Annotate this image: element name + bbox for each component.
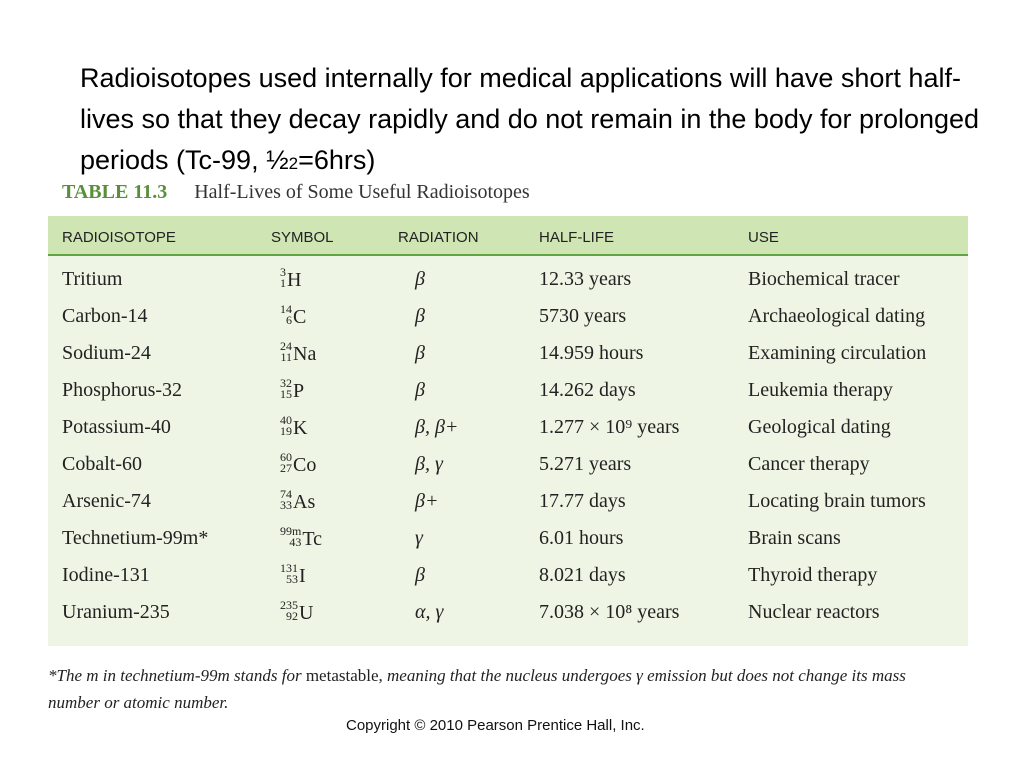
footnote-metastable: metastable, [305,666,383,685]
radiation-type: β [415,564,425,586]
table-number: TABLE 11.3 [62,181,168,203]
half-life-value: 12.33 years [539,268,632,290]
nuclide-numbers [280,489,292,511]
isotope-name: Iodine-131 [62,564,150,586]
nuclide-numbers [280,378,292,400]
half-life-value: 17.77 days [539,490,626,512]
mass-number: 235 [280,598,298,613]
mass-number: 99m [280,524,302,539]
atomic-number: 43 [289,535,302,550]
half-life-value: 6.01 hours [539,527,624,549]
atomic-number: 33 [280,498,292,513]
table-row [48,561,968,601]
isotope-use: Brain scans [748,527,841,549]
element-symbol: C [293,305,307,328]
footnote-part2: meaning that the nucleus undergoes γ emission but does not change its mass number or atomic number. [48,666,906,712]
table-row [48,376,968,416]
element-symbol: Tc [302,527,323,550]
isotope-name: Technetium-99m* [62,527,209,549]
isotope-use: Locating brain tumors [748,490,926,512]
intro-text: Radioisotopes used internally for medical applications will have short half-lives so that they decay rapidly and do not remain in the body for prolonged periods (Tc-99, ½ [80,63,980,175]
radiation-type: β, β+ [415,416,459,438]
atomic-number: 19 [280,424,292,439]
isotope-use: Archaeological dating [748,305,926,327]
mass-number: 3 [280,265,286,280]
isotope-use: Nuclear reactors [748,601,880,623]
table-row [48,413,968,453]
isotope-use: Biochemical tracer [748,268,900,290]
table-row [48,265,968,305]
half-life-value: 14.959 hours [539,342,644,364]
table-title: Half-Lives of Some Useful Radioisotopes [194,181,530,203]
mass-number: 32 [280,376,292,391]
half-life-value: 14.262 days [539,379,636,401]
element-symbol: P [293,379,305,402]
half-life-value: 1.277 × 10⁹ years [539,416,680,438]
element-symbol: Na [293,342,317,365]
atomic-number: 27 [280,461,292,476]
isotope-use: Geological dating [748,416,891,438]
isotope-symbol [280,598,314,625]
table-caption [62,181,530,204]
isotope-symbol [280,413,308,440]
table-row [48,339,968,379]
isotope-name: Uranium-235 [62,601,170,623]
isotope-name: Arsenic-74 [62,490,151,512]
table-row [48,487,968,527]
isotope-name: Tritium [62,268,123,290]
nuclide-numbers [280,304,292,326]
atomic-number: 53 [286,572,298,587]
radiation-type: β [415,379,425,401]
header-radiation: RADIATION [398,229,479,246]
isotope-use: Leukemia therapy [748,379,893,401]
mass-number: 40 [280,413,292,428]
copyright-notice: Copyright © 2010 Pearson Prentice Hall, Inc. [346,717,645,734]
isotope-symbol [280,561,306,588]
table-row [48,450,968,490]
element-symbol: As [293,490,316,513]
nuclide-numbers [280,600,298,622]
mass-number: 74 [280,487,292,502]
table-header-row [48,216,968,256]
isotope-name: Potassium-40 [62,416,171,438]
isotope-name: Cobalt-60 [62,453,142,475]
intro-end: =6hrs) [298,145,376,175]
isotope-use: Cancer therapy [748,453,870,475]
nuclide-numbers [280,267,286,289]
table-row [48,302,968,342]
nuclide-numbers [280,452,292,474]
nuclide-numbers [280,526,301,548]
atomic-number: 11 [280,350,292,365]
isotope-symbol [280,339,317,366]
radiation-type: α, γ [415,601,444,623]
element-symbol: U [299,601,314,624]
radiation-type: γ [415,527,423,549]
element-symbol: Co [293,453,317,476]
radiation-type: β [415,342,425,364]
isotope-name: Sodium-24 [62,342,151,364]
nuclide-numbers [280,415,292,437]
atomic-number: 1 [280,276,286,291]
isotope-symbol [280,376,305,403]
nuclide-numbers [280,341,292,363]
isotope-symbol [280,524,323,551]
isotope-symbol [280,302,307,329]
half-life-value: 8.021 days [539,564,626,586]
half-life-value: 5730 years [539,305,627,327]
element-symbol: H [287,268,302,291]
isotope-use: Examining circulation [748,342,927,364]
half-life-value: 5.271 years [539,453,632,475]
header-radioisotope: RADIOISOTOPE [62,229,176,246]
isotope-symbol [280,450,317,477]
element-symbol: K [293,416,308,439]
header-use: USE [748,229,779,246]
header-half-life: HALF-LIFE [539,229,615,246]
mass-number: 14 [280,302,292,317]
isotope-name: Phosphorus-32 [62,379,183,401]
isotope-symbol [280,487,316,514]
table-row [48,598,968,638]
isotope-name: Carbon-14 [62,305,148,327]
radiation-type: β, γ [415,453,443,475]
radiation-type: β [415,305,425,327]
isotope-symbol [280,265,302,292]
mass-number: 131 [280,561,298,576]
header-symbol: SYMBOL [271,229,334,246]
nuclide-numbers [280,563,298,585]
footnote-part1: *The m in technetium-99m stands for [48,666,306,685]
element-symbol: I [299,564,306,587]
footnote [48,662,948,716]
mass-number: 24 [280,339,292,354]
radiation-type: β [415,268,425,290]
atomic-number: 92 [286,609,298,624]
atomic-number: 15 [280,387,292,402]
isotope-use: Thyroid therapy [748,564,878,586]
atomic-number: 6 [286,313,292,328]
mass-number: 60 [280,450,292,465]
intro-paragraph [80,58,980,184]
table-row [48,524,968,564]
intro-subscript: 2 [288,154,299,173]
half-life-value: 7.038 × 10⁸ years [539,601,680,623]
half-life-table [48,216,968,646]
radiation-type: β+ [415,490,439,512]
